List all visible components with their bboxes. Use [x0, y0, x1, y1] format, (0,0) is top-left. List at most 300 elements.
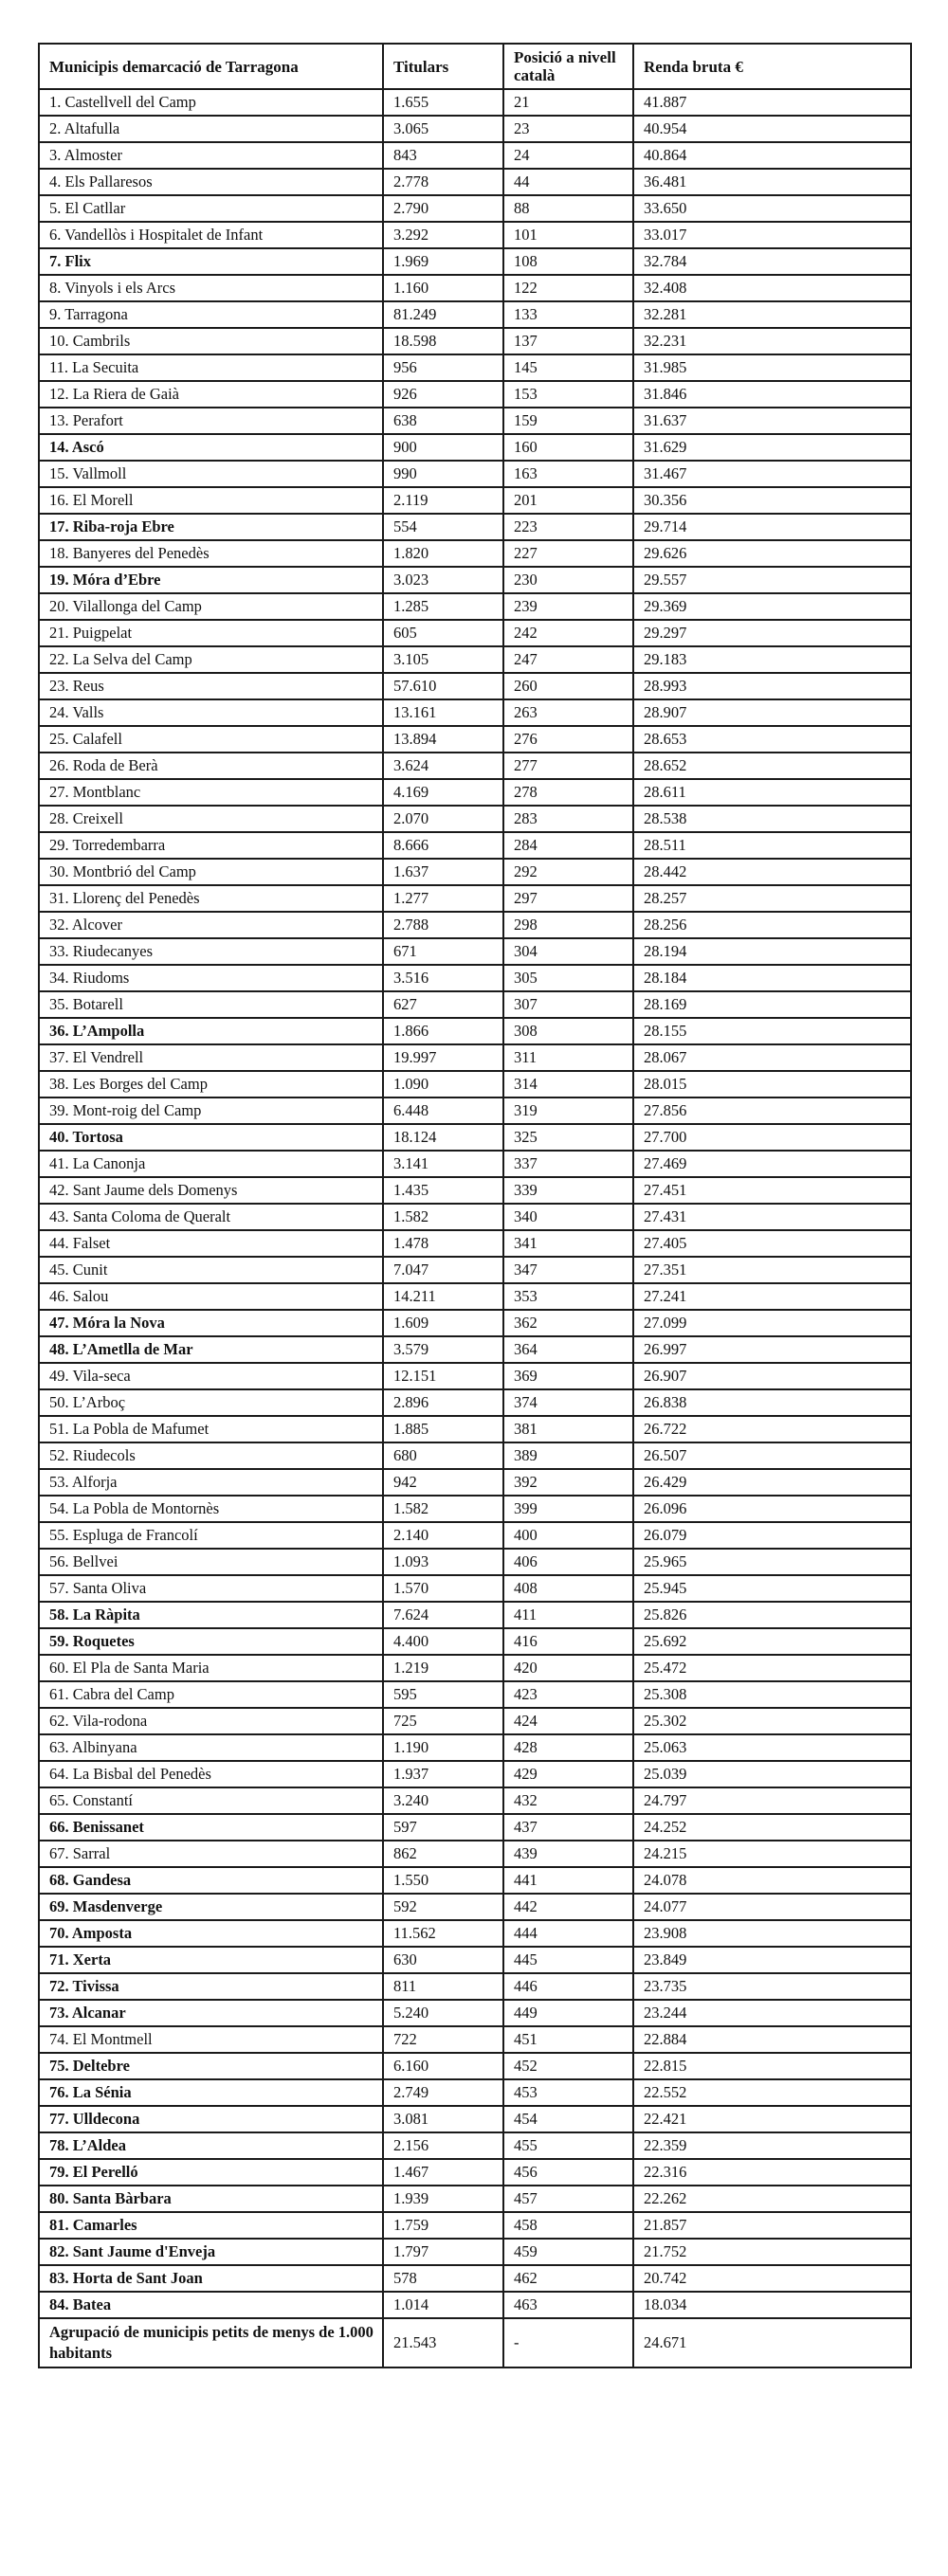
table-row	[39, 2292, 911, 2318]
titulars-cell: 725	[383, 1708, 503, 1734]
titulars-cell: 2.778	[383, 169, 503, 195]
municipality-cell: 44. Falset	[39, 1230, 383, 1257]
titulars-cell: 81.249	[383, 301, 503, 328]
position-cell: 337	[503, 1151, 633, 1177]
gross-income-cell: 22.316	[633, 2159, 911, 2186]
titulars-cell: 605	[383, 620, 503, 646]
table-row	[39, 699, 911, 726]
municipality-cell: 48. L’Ametlla de Mar	[39, 1336, 383, 1363]
table-row	[39, 142, 911, 169]
municipality-cell: 12. La Riera de Gaià	[39, 381, 383, 408]
municipality-cell: 13. Perafort	[39, 408, 383, 434]
titulars-cell: 1.550	[383, 1867, 503, 1894]
table-row	[39, 1177, 911, 1204]
position-cell: 423	[503, 1681, 633, 1708]
gross-income-cell: 41.887	[633, 89, 911, 116]
table-row	[39, 1655, 911, 1681]
total-gross-income: 24.671	[633, 2318, 911, 2367]
position-cell: 459	[503, 2239, 633, 2265]
titulars-cell: 14.211	[383, 1283, 503, 1310]
titulars-cell: 1.609	[383, 1310, 503, 1336]
titulars-cell: 3.579	[383, 1336, 503, 1363]
table-row	[39, 1708, 911, 1734]
gross-income-cell: 27.431	[633, 1204, 911, 1230]
gross-income-cell: 18.034	[633, 2292, 911, 2318]
municipality-cell: 63. Albinyana	[39, 1734, 383, 1761]
municipality-cell: 16. El Morell	[39, 487, 383, 514]
municipality-cell: 9. Tarragona	[39, 301, 383, 328]
position-cell: 416	[503, 1628, 633, 1655]
titulars-cell: 3.240	[383, 1787, 503, 1814]
position-cell: 389	[503, 1442, 633, 1469]
municipality-cell: 79. El Perelló	[39, 2159, 383, 2186]
table-row	[39, 1549, 911, 1575]
table-row	[39, 1814, 911, 1841]
titulars-cell: 3.624	[383, 753, 503, 779]
municipality-cell: 61. Cabra del Camp	[39, 1681, 383, 1708]
municipality-cell: 28. Creixell	[39, 806, 383, 832]
position-cell: 242	[503, 620, 633, 646]
table-row	[39, 806, 911, 832]
position-cell: 400	[503, 1522, 633, 1549]
titulars-cell: 3.065	[383, 116, 503, 142]
titulars-cell: 1.885	[383, 1416, 503, 1442]
gross-income-cell: 22.359	[633, 2132, 911, 2159]
municipality-cell: 52. Riudecols	[39, 1442, 383, 1469]
gross-income-cell: 31.629	[633, 434, 911, 461]
gross-income-cell: 25.302	[633, 1708, 911, 1734]
municipality-cell: 11. La Secuita	[39, 354, 383, 381]
table-row	[39, 2106, 911, 2132]
header-municipality: Municipis demarcació de Tarragona	[39, 44, 383, 89]
position-cell: 341	[503, 1230, 633, 1257]
municipality-cell: 20. Vilallonga del Camp	[39, 593, 383, 620]
table-row	[39, 1124, 911, 1151]
gross-income-cell: 28.169	[633, 991, 911, 1018]
position-cell: 122	[503, 275, 633, 301]
titulars-cell: 595	[383, 1681, 503, 1708]
position-cell: 408	[503, 1575, 633, 1602]
titulars-cell: 638	[383, 408, 503, 434]
gross-income-cell: 24.797	[633, 1787, 911, 1814]
position-cell: 137	[503, 328, 633, 354]
gross-income-cell: 22.262	[633, 2186, 911, 2212]
titulars-cell: 1.570	[383, 1575, 503, 1602]
position-cell: 457	[503, 2186, 633, 2212]
municipality-cell: 62. Vila-rodona	[39, 1708, 383, 1734]
table-row	[39, 965, 911, 991]
gross-income-cell: 28.155	[633, 1018, 911, 1044]
municipality-cell: 37. El Vendrell	[39, 1044, 383, 1071]
table-row	[39, 1310, 911, 1336]
titulars-cell: 13.161	[383, 699, 503, 726]
position-cell: 446	[503, 1973, 633, 2000]
position-cell: 260	[503, 673, 633, 699]
municipality-cell: 45. Cunit	[39, 1257, 383, 1283]
municipality-cell: 1. Castellvell del Camp	[39, 89, 383, 116]
municipality-cell: 26. Roda de Berà	[39, 753, 383, 779]
titulars-cell: 2.896	[383, 1389, 503, 1416]
gross-income-cell: 28.907	[633, 699, 911, 726]
municipality-cell: 40. Tortosa	[39, 1124, 383, 1151]
municipality-cell: 84. Batea	[39, 2292, 383, 2318]
table-row	[39, 354, 911, 381]
gross-income-cell: 31.637	[633, 408, 911, 434]
table-row	[39, 1151, 911, 1177]
titulars-cell: 12.151	[383, 1363, 503, 1389]
titulars-cell: 3.023	[383, 567, 503, 593]
gross-income-cell: 25.063	[633, 1734, 911, 1761]
position-cell: 284	[503, 832, 633, 859]
table-row	[39, 222, 911, 248]
gross-income-cell: 27.099	[633, 1310, 911, 1336]
position-cell: 420	[503, 1655, 633, 1681]
table-row	[39, 779, 911, 806]
gross-income-cell: 29.297	[633, 620, 911, 646]
position-cell: 456	[503, 2159, 633, 2186]
total-titulars: 21.543	[383, 2318, 503, 2367]
table-row	[39, 859, 911, 885]
titulars-cell: 1.093	[383, 1549, 503, 1575]
gross-income-cell: 26.507	[633, 1442, 911, 1469]
table-row	[39, 726, 911, 753]
position-cell: 101	[503, 222, 633, 248]
position-cell: 133	[503, 301, 633, 328]
titulars-cell: 843	[383, 142, 503, 169]
municipality-cell: 60. El Pla de Santa Maria	[39, 1655, 383, 1681]
table-row	[39, 1204, 911, 1230]
position-cell: 452	[503, 2053, 633, 2079]
position-cell: 347	[503, 1257, 633, 1283]
position-cell: 283	[503, 806, 633, 832]
municipality-cell: 34. Riudoms	[39, 965, 383, 991]
titulars-cell: 57.610	[383, 673, 503, 699]
municipality-cell: 78. L’Aldea	[39, 2132, 383, 2159]
municipality-cell: 74. El Montmell	[39, 2026, 383, 2053]
titulars-cell: 926	[383, 381, 503, 408]
titulars-cell: 2.749	[383, 2079, 503, 2106]
gross-income-cell: 24.252	[633, 1814, 911, 1841]
titulars-cell: 4.400	[383, 1628, 503, 1655]
titulars-cell: 811	[383, 1973, 503, 2000]
municipality-cell: 18. Banyeres del Penedès	[39, 540, 383, 567]
titulars-cell: 578	[383, 2265, 503, 2292]
titulars-cell: 2.788	[383, 912, 503, 938]
municipality-cell: 42. Sant Jaume dels Domenys	[39, 1177, 383, 1204]
titulars-cell: 1.937	[383, 1761, 503, 1787]
table-header-row	[39, 44, 911, 89]
position-cell: 307	[503, 991, 633, 1018]
municipality-cell: 75. Deltebre	[39, 2053, 383, 2079]
table-row	[39, 567, 911, 593]
position-cell: 88	[503, 195, 633, 222]
titulars-cell: 1.582	[383, 1204, 503, 1230]
gross-income-cell: 20.742	[633, 2265, 911, 2292]
municipality-cell: 10. Cambrils	[39, 328, 383, 354]
table-row	[39, 434, 911, 461]
table-row	[39, 1336, 911, 1363]
municipality-cell: 27. Montblanc	[39, 779, 383, 806]
municipality-cell: 29. Torredembarra	[39, 832, 383, 859]
titulars-cell: 1.969	[383, 248, 503, 275]
position-cell: 145	[503, 354, 633, 381]
municipality-cell: 25. Calafell	[39, 726, 383, 753]
gross-income-cell: 22.552	[633, 2079, 911, 2106]
municipality-cell: 6. Vandellòs i Hospitalet de Infant	[39, 222, 383, 248]
table-row	[39, 673, 911, 699]
municipality-cell: 23. Reus	[39, 673, 383, 699]
municipality-cell: 31. Llorenç del Penedès	[39, 885, 383, 912]
municipality-cell: 17. Riba-roja Ebre	[39, 514, 383, 540]
titulars-cell: 5.240	[383, 2000, 503, 2026]
table-row	[39, 991, 911, 1018]
titulars-cell: 2.070	[383, 806, 503, 832]
municipality-cell: 65. Constantí	[39, 1787, 383, 1814]
position-cell: 247	[503, 646, 633, 673]
titulars-cell: 942	[383, 1469, 503, 1496]
gross-income-cell: 23.735	[633, 1973, 911, 2000]
gross-income-cell: 27.351	[633, 1257, 911, 1283]
table-row	[39, 1867, 911, 1894]
table-row	[39, 1947, 911, 1973]
table-row	[39, 381, 911, 408]
position-cell: 277	[503, 753, 633, 779]
table-row	[39, 1071, 911, 1098]
table-row	[39, 514, 911, 540]
municipality-cell: 21. Puigpelat	[39, 620, 383, 646]
gross-income-cell: 25.308	[633, 1681, 911, 1708]
table-row	[39, 1389, 911, 1416]
table-row	[39, 301, 911, 328]
gross-income-cell: 40.864	[633, 142, 911, 169]
municipality-cell: 77. Ulldecona	[39, 2106, 383, 2132]
municipality-cell: 15. Vallmoll	[39, 461, 383, 487]
position-cell: 374	[503, 1389, 633, 1416]
municipality-cell: 64. La Bisbal del Penedès	[39, 1761, 383, 1787]
titulars-cell: 3.141	[383, 1151, 503, 1177]
municipality-cell: 46. Salou	[39, 1283, 383, 1310]
gross-income-cell: 28.257	[633, 885, 911, 912]
position-cell: 21	[503, 89, 633, 116]
table-total-row	[39, 2318, 911, 2367]
gross-income-cell: 28.184	[633, 965, 911, 991]
position-cell: 444	[503, 1920, 633, 1947]
table-row	[39, 1416, 911, 1442]
table-row	[39, 1469, 911, 1496]
municipality-cell: 80. Santa Bàrbara	[39, 2186, 383, 2212]
position-cell: 24	[503, 142, 633, 169]
table-row	[39, 1018, 911, 1044]
table-row	[39, 1787, 911, 1814]
position-cell: 305	[503, 965, 633, 991]
municipality-cell: 56. Bellvei	[39, 1549, 383, 1575]
municipality-cell: 3. Almoster	[39, 142, 383, 169]
titulars-cell: 4.169	[383, 779, 503, 806]
gross-income-cell: 27.469	[633, 1151, 911, 1177]
gross-income-cell: 27.405	[633, 1230, 911, 1257]
position-cell: 298	[503, 912, 633, 938]
position-cell: 399	[503, 1496, 633, 1522]
municipality-cell: 35. Botarell	[39, 991, 383, 1018]
titulars-cell: 1.939	[383, 2186, 503, 2212]
municipality-cell: 38. Les Borges del Camp	[39, 1071, 383, 1098]
total-name: Agrupació de municipis petits de menys de 1.000 habitants	[39, 2318, 383, 2367]
titulars-cell: 1.467	[383, 2159, 503, 2186]
gross-income-cell: 26.838	[633, 1389, 911, 1416]
gross-income-cell: 32.231	[633, 328, 911, 354]
titulars-cell: 1.090	[383, 1071, 503, 1098]
gross-income-cell: 25.692	[633, 1628, 911, 1655]
gross-income-cell: 32.784	[633, 248, 911, 275]
total-position: -	[503, 2318, 633, 2367]
gross-income-cell: 27.700	[633, 1124, 911, 1151]
gross-income-cell: 22.815	[633, 2053, 911, 2079]
municipality-cell: 66. Benissanet	[39, 1814, 383, 1841]
municipality-cell: 70. Amposta	[39, 1920, 383, 1947]
gross-income-cell: 28.511	[633, 832, 911, 859]
table-row	[39, 1098, 911, 1124]
municipality-cell: 2. Altafulla	[39, 116, 383, 142]
municipality-cell: 41. La Canonja	[39, 1151, 383, 1177]
position-cell: 392	[503, 1469, 633, 1496]
titulars-cell: 900	[383, 434, 503, 461]
gross-income-cell: 23.849	[633, 1947, 911, 1973]
position-cell: 339	[503, 1177, 633, 1204]
table-row	[39, 275, 911, 301]
position-cell: 411	[503, 1602, 633, 1628]
table-row	[39, 1522, 911, 1549]
table-row	[39, 1442, 911, 1469]
gross-income-cell: 23.908	[633, 1920, 911, 1947]
position-cell: 424	[503, 1708, 633, 1734]
position-cell: 239	[503, 593, 633, 620]
income-table-container	[38, 43, 910, 2368]
position-cell: 462	[503, 2265, 633, 2292]
table-row	[39, 540, 911, 567]
table-row	[39, 753, 911, 779]
position-cell: 340	[503, 1204, 633, 1230]
gross-income-cell: 28.538	[633, 806, 911, 832]
titulars-cell: 1.160	[383, 275, 503, 301]
municipality-cell: 24. Valls	[39, 699, 383, 726]
position-cell: 445	[503, 1947, 633, 1973]
titulars-cell: 2.156	[383, 2132, 503, 2159]
titulars-cell: 680	[383, 1442, 503, 1469]
municipality-cell: 54. La Pobla de Montornès	[39, 1496, 383, 1522]
titulars-cell: 630	[383, 1947, 503, 1973]
titulars-cell: 671	[383, 938, 503, 965]
table-row	[39, 2053, 911, 2079]
municipality-cell: 8. Vinyols i els Arcs	[39, 275, 383, 301]
table-row	[39, 89, 911, 116]
gross-income-cell: 31.846	[633, 381, 911, 408]
titulars-cell: 13.894	[383, 726, 503, 753]
gross-income-cell: 24.078	[633, 1867, 911, 1894]
gross-income-cell: 21.857	[633, 2212, 911, 2239]
table-row	[39, 1681, 911, 1708]
gross-income-cell: 24.215	[633, 1841, 911, 1867]
position-cell: 278	[503, 779, 633, 806]
position-cell: 454	[503, 2106, 633, 2132]
gross-income-cell: 28.015	[633, 1071, 911, 1098]
gross-income-cell: 25.826	[633, 1602, 911, 1628]
titulars-cell: 11.562	[383, 1920, 503, 1947]
gross-income-cell: 27.451	[633, 1177, 911, 1204]
titulars-cell: 1.820	[383, 540, 503, 567]
position-cell: 406	[503, 1549, 633, 1575]
table-row	[39, 912, 911, 938]
position-cell: 223	[503, 514, 633, 540]
gross-income-cell: 28.611	[633, 779, 911, 806]
position-cell: 369	[503, 1363, 633, 1389]
titulars-cell: 3.081	[383, 2106, 503, 2132]
position-cell: 227	[503, 540, 633, 567]
table-row	[39, 2026, 911, 2053]
municipality-cell: 57. Santa Oliva	[39, 1575, 383, 1602]
titulars-cell: 3.105	[383, 646, 503, 673]
position-cell: 451	[503, 2026, 633, 2053]
position-cell: 44	[503, 169, 633, 195]
position-cell: 308	[503, 1018, 633, 1044]
municipality-cell: 58. La Ràpita	[39, 1602, 383, 1628]
position-cell: 292	[503, 859, 633, 885]
table-row	[39, 169, 911, 195]
gross-income-cell: 26.722	[633, 1416, 911, 1442]
position-cell: 463	[503, 2292, 633, 2318]
titulars-cell: 1.190	[383, 1734, 503, 1761]
gross-income-cell: 26.096	[633, 1496, 911, 1522]
gross-income-cell: 28.993	[633, 673, 911, 699]
titulars-cell: 1.637	[383, 859, 503, 885]
gross-income-cell: 25.039	[633, 1761, 911, 1787]
titulars-cell: 3.292	[383, 222, 503, 248]
table-row	[39, 2239, 911, 2265]
gross-income-cell: 28.256	[633, 912, 911, 938]
table-row	[39, 328, 911, 354]
gross-income-cell: 32.408	[633, 275, 911, 301]
position-cell: 263	[503, 699, 633, 726]
titulars-cell: 1.582	[383, 1496, 503, 1522]
municipality-cell: 39. Mont-roig del Camp	[39, 1098, 383, 1124]
municipality-cell: 73. Alcanar	[39, 2000, 383, 2026]
gross-income-cell: 29.714	[633, 514, 911, 540]
gross-income-cell: 40.954	[633, 116, 911, 142]
municipality-cell: 22. La Selva del Camp	[39, 646, 383, 673]
titulars-cell: 1.285	[383, 593, 503, 620]
titulars-cell: 8.666	[383, 832, 503, 859]
municipality-cell: 50. L’Arboç	[39, 1389, 383, 1416]
titulars-cell: 592	[383, 1894, 503, 1920]
titulars-cell: 7.624	[383, 1602, 503, 1628]
table-row	[39, 1363, 911, 1389]
position-cell: 362	[503, 1310, 633, 1336]
table-row	[39, 2186, 911, 2212]
municipality-cell: 69. Masdenverge	[39, 1894, 383, 1920]
municipality-cell: 5. El Catllar	[39, 195, 383, 222]
position-cell: 304	[503, 938, 633, 965]
titulars-cell: 6.160	[383, 2053, 503, 2079]
position-cell: 159	[503, 408, 633, 434]
titulars-cell: 554	[383, 514, 503, 540]
position-cell: 276	[503, 726, 633, 753]
table-body	[39, 89, 911, 2318]
municipality-cell: 36. L’Ampolla	[39, 1018, 383, 1044]
municipality-cell: 72. Tivissa	[39, 1973, 383, 2000]
table-row	[39, 2132, 911, 2159]
municipality-cell: 4. Els Pallaresos	[39, 169, 383, 195]
municipality-cell: 33. Riudecanyes	[39, 938, 383, 965]
table-row	[39, 116, 911, 142]
